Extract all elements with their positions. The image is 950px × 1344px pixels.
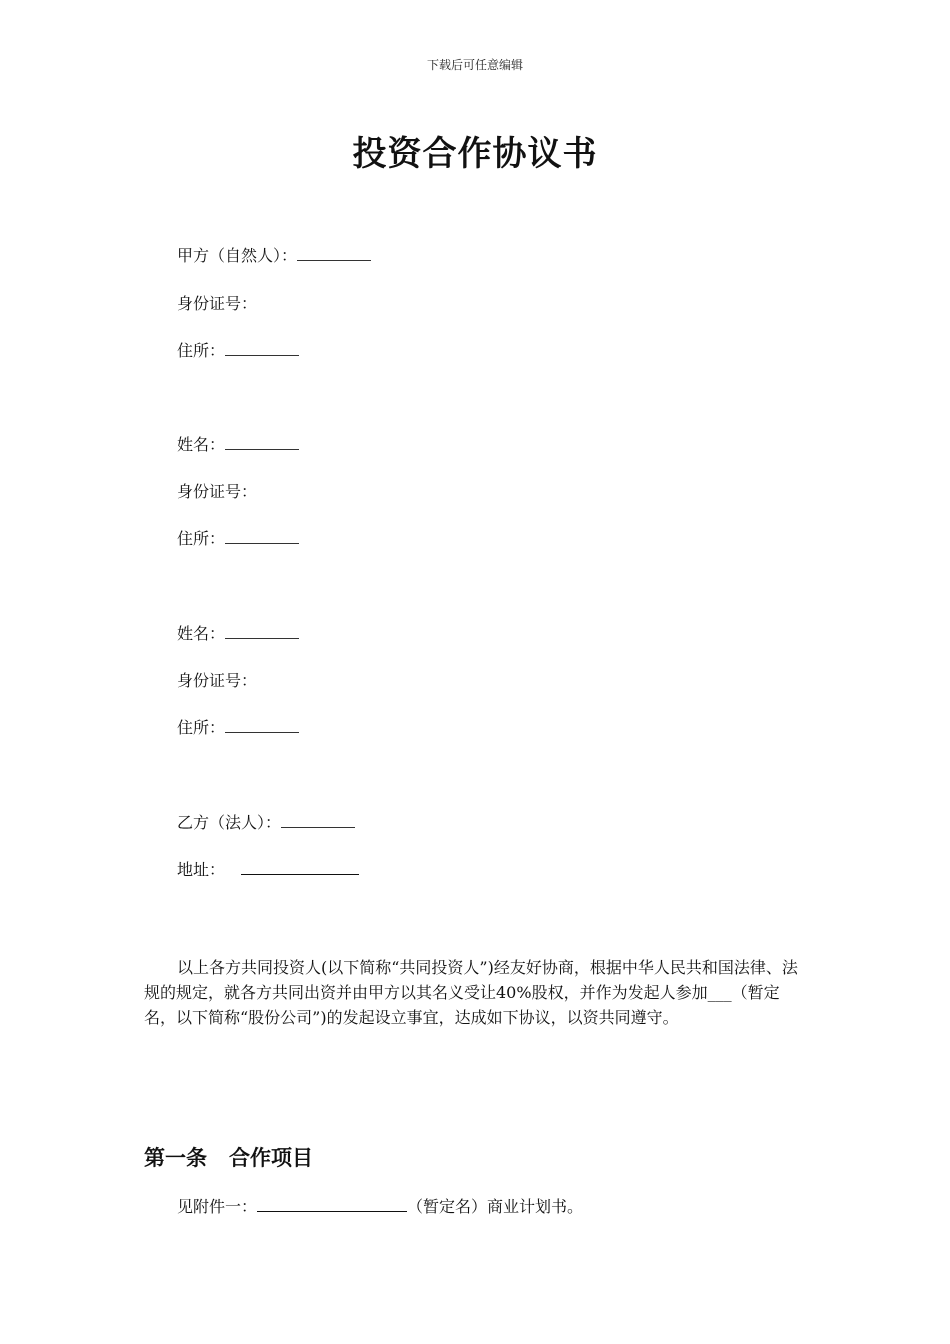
party-a-line — [177, 246, 371, 266]
attachment-line — [177, 1194, 583, 1217]
party-b-line — [177, 813, 355, 833]
party-b-address-line — [177, 860, 359, 880]
attachment-blank[interactable] — [257, 1197, 407, 1212]
person3-address-label: 住所： — [177, 718, 226, 737]
person3-name-label: 姓名： — [177, 624, 226, 643]
person3-address-line — [177, 718, 299, 738]
person3-id-label: 身份证号： — [177, 671, 258, 690]
party-a-address-label: 住所： — [177, 341, 226, 360]
attachment-prefix: 见附件一： — [177, 1197, 258, 1216]
article-1-heading — [144, 1142, 313, 1172]
person2-address-label: 住所： — [177, 529, 226, 548]
person3-name-blank[interactable] — [225, 624, 299, 639]
document-title: 投资合作协议书 — [352, 134, 598, 174]
person2-name-line — [177, 435, 299, 455]
party-a-name-blank[interactable] — [297, 246, 371, 261]
person2-name-blank[interactable] — [225, 435, 299, 450]
party-a-id-label: 身份证号： — [177, 294, 258, 313]
party-a-address-line — [177, 341, 299, 361]
person2-id-line — [177, 482, 257, 502]
intro-paragraph — [144, 955, 806, 1030]
party-a-id-line — [177, 294, 257, 314]
person3-name-line — [177, 624, 299, 644]
attachment-suffix: （暂定名）商业计划书。 — [407, 1197, 584, 1216]
party-b-address-blank[interactable] — [241, 860, 359, 875]
intro-text: 以上各方共同投资人(以下简称“共同投资人”)经友好协商，根据中华人民共和国法律、法规的规定，就各方共同出资并由甲方以其名义受让40%股权，并作为发起人参加___（暂定名，以下简称“股份公司”)的发起设立事宜，达成如下协议，以资共同遵守。 — [144, 958, 798, 1027]
party-b-address-label: 地址： — [177, 860, 226, 879]
person2-address-line — [177, 529, 299, 549]
party-b-label: 乙方（法人）： — [177, 813, 282, 832]
header-note: 下载后可任意编辑 — [426, 58, 523, 72]
article-1-title: 合作项目 — [229, 1146, 313, 1170]
person2-name-label: 姓名： — [177, 435, 226, 454]
party-a-address-blank[interactable] — [225, 341, 299, 356]
person3-id-line — [177, 671, 257, 691]
person2-id-label: 身份证号： — [177, 482, 258, 501]
person2-address-blank[interactable] — [225, 529, 299, 544]
party-a-label: 甲方（自然人）： — [177, 246, 298, 265]
person3-address-blank[interactable] — [225, 718, 299, 733]
party-b-name-blank[interactable] — [281, 813, 355, 828]
article-1-number: 第一条 — [144, 1146, 207, 1170]
